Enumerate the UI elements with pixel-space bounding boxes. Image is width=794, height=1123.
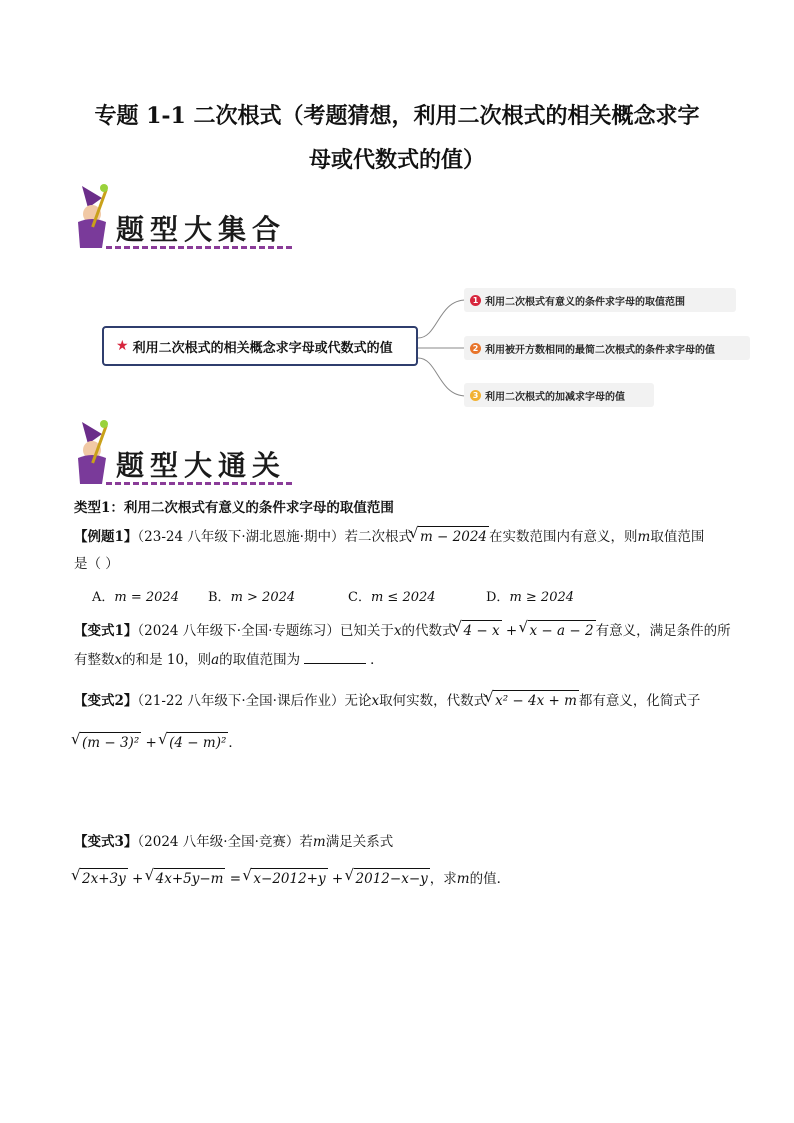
mindmap-branch-3 xyxy=(464,383,654,407)
option-d: D．m ≥ 2024 xyxy=(486,590,575,605)
radical: √ 4 − x xyxy=(462,620,502,641)
radical: √ (4 − m)² xyxy=(167,732,228,753)
banner-title: 题型大集合 xyxy=(116,213,287,246)
banner-underline xyxy=(106,246,292,249)
radical: √ x−2012+y xyxy=(251,868,327,889)
mindmap-main-label: 利用二次根式的相关概念求字母或代数式的值 xyxy=(132,340,393,356)
variant3-stem: 【变式3】（2024 八年级·全国·竞赛）若m满足关系式 xyxy=(74,834,394,850)
number-badge-icon: 2 xyxy=(470,343,481,354)
star-icon: ★ xyxy=(116,338,129,354)
wizard-icon xyxy=(68,182,116,254)
banner-underline xyxy=(106,482,292,485)
branch-label: 利用二次根式有意义的条件求字母的取值范围 xyxy=(485,296,685,308)
mindmap-branch-2 xyxy=(464,336,750,360)
branch-label: 利用二次根式的加减求字母的值 xyxy=(485,391,625,403)
variant2-stem: 【变式2】（21-22 八年级下·全国·课后作业）无论x取何实数，代数式√ x² − 4x + m 都有意义，化简式子 xyxy=(74,690,734,711)
section-banner-collection xyxy=(68,182,298,254)
radical: √ x − a − 2 xyxy=(528,620,596,641)
mindmap-main-node xyxy=(102,326,418,366)
example1-stem-cont: 是（ ） xyxy=(74,556,119,572)
branch-label: 利用被开方数相同的最简二次根式的条件求字母的值 xyxy=(485,344,715,356)
radical: √ 2012−x−y xyxy=(354,868,430,889)
variant3-equation: √ 2x+3y + √ 4x+5y−m = √ x−2012+y + √ 2012−x−y ，求m的值． xyxy=(74,868,734,889)
page-title-line2: 母或代数式的值） xyxy=(308,147,485,173)
radical: √ (m − 3)² xyxy=(80,732,141,753)
wizard-icon xyxy=(68,418,116,490)
number-badge-icon: 3 xyxy=(470,390,481,401)
radical: √ x² − 4x + m xyxy=(493,690,579,711)
variant2-expression: √ (m − 3)² + √ (4 − m)² ． xyxy=(74,732,734,753)
variant1-stem: 【变式1】（2024 八年级下·全国·专题练习）已知关于x的代数式√ 4 − x + √ x − a − 2 有意义，满足条件的所 xyxy=(74,620,734,641)
variant1-stem-cont: 有整数x的和是 10，则a的取值范围为 ． xyxy=(74,652,384,668)
option-b: B．m > 2024 xyxy=(208,590,296,605)
type1-heading: 类型1：利用二次根式有意义的条件求字母的取值范围 xyxy=(74,500,394,516)
radical: √ m − 2024 xyxy=(418,526,489,547)
banner-title: 题型大通关 xyxy=(116,449,287,482)
radical: √ 2x+3y xyxy=(80,868,128,889)
number-badge-icon: 1 xyxy=(470,295,481,306)
option-c: C．m ≤ 2024 xyxy=(348,590,436,605)
answer-blank[interactable] xyxy=(304,663,366,664)
page-title-line1: 专题 1-1 二次根式（考题猜想，利用二次根式的相关概念求字 xyxy=(94,103,700,129)
option-a: A．m = 2024 xyxy=(92,590,179,605)
section-banner-pass xyxy=(68,418,298,490)
radical: √ 4x+5y−m xyxy=(154,868,226,889)
mindmap-connectors xyxy=(418,290,468,406)
example1-stem: 【例题1】（23-24 八年级下·湖北恩施·期中）若二次根式√ m − 2024 在实数范围内有意义，则m取值范围 xyxy=(74,526,734,547)
mindmap-branch-1 xyxy=(464,288,736,312)
